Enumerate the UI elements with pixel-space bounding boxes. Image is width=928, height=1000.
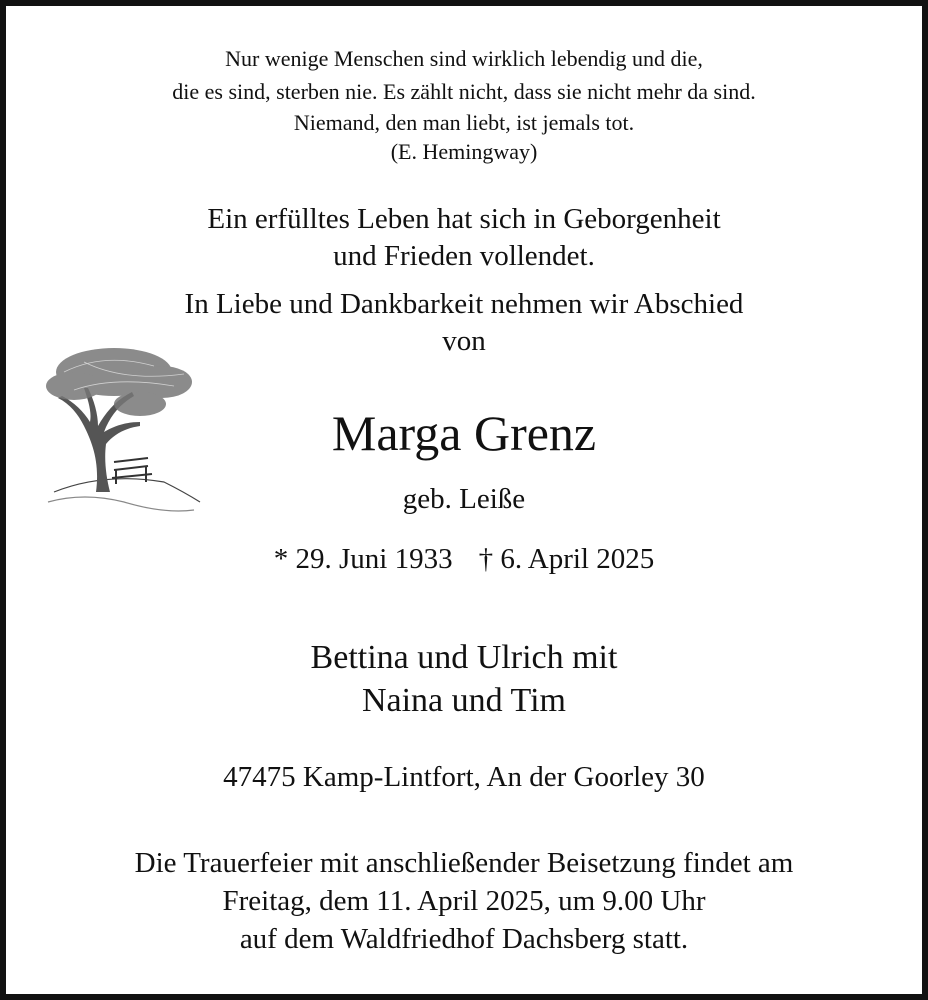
intro-line-4: von xyxy=(442,325,486,357)
ceremony-line-3: auf dem Waldfriedhof Dachsberg statt. xyxy=(239,923,689,955)
quote-line-2: die es sind, sterben nie. Es zählt nicht, dass sie nicht mehr da sind. xyxy=(172,79,756,104)
ceremony-line-1: Die Trauerfeier mit anschließender Beisetzung findet am xyxy=(134,847,794,879)
quote-author: (E. Hemingway) xyxy=(390,139,538,164)
mourners-line-2: Naina und Tim xyxy=(361,682,567,719)
intro-line-1: Ein erfülltes Leben hat sich in Geborgenheit xyxy=(207,203,721,235)
death-date: † 6. April 2025 xyxy=(478,543,655,575)
quote-line-3: Niemand, den man liebt, ist jemals tot. xyxy=(293,110,635,135)
intro-line-2: und Frieden vollendet. xyxy=(333,240,595,272)
life-dates xyxy=(0,545,928,574)
ceremony-line-2: Freitag, dem 11. April 2025, um 9.00 Uhr xyxy=(222,885,706,917)
address: 47475 Kamp-Lintfort, An der Goorley 30 xyxy=(223,761,705,793)
quote-line-1: Nur wenige Menschen sind wirklich lebendig und die, xyxy=(225,46,703,71)
maiden-name: geb. Leiße xyxy=(402,483,526,515)
deceased-name: Marga Grenz xyxy=(331,405,597,461)
birth-date: * 29. Juni 1933 xyxy=(273,543,453,575)
mourners-line-1: Bettina und Ulrich mit xyxy=(310,639,618,676)
intro-line-3: In Liebe und Dankbarkeit nehmen wir Abschied xyxy=(184,288,744,320)
